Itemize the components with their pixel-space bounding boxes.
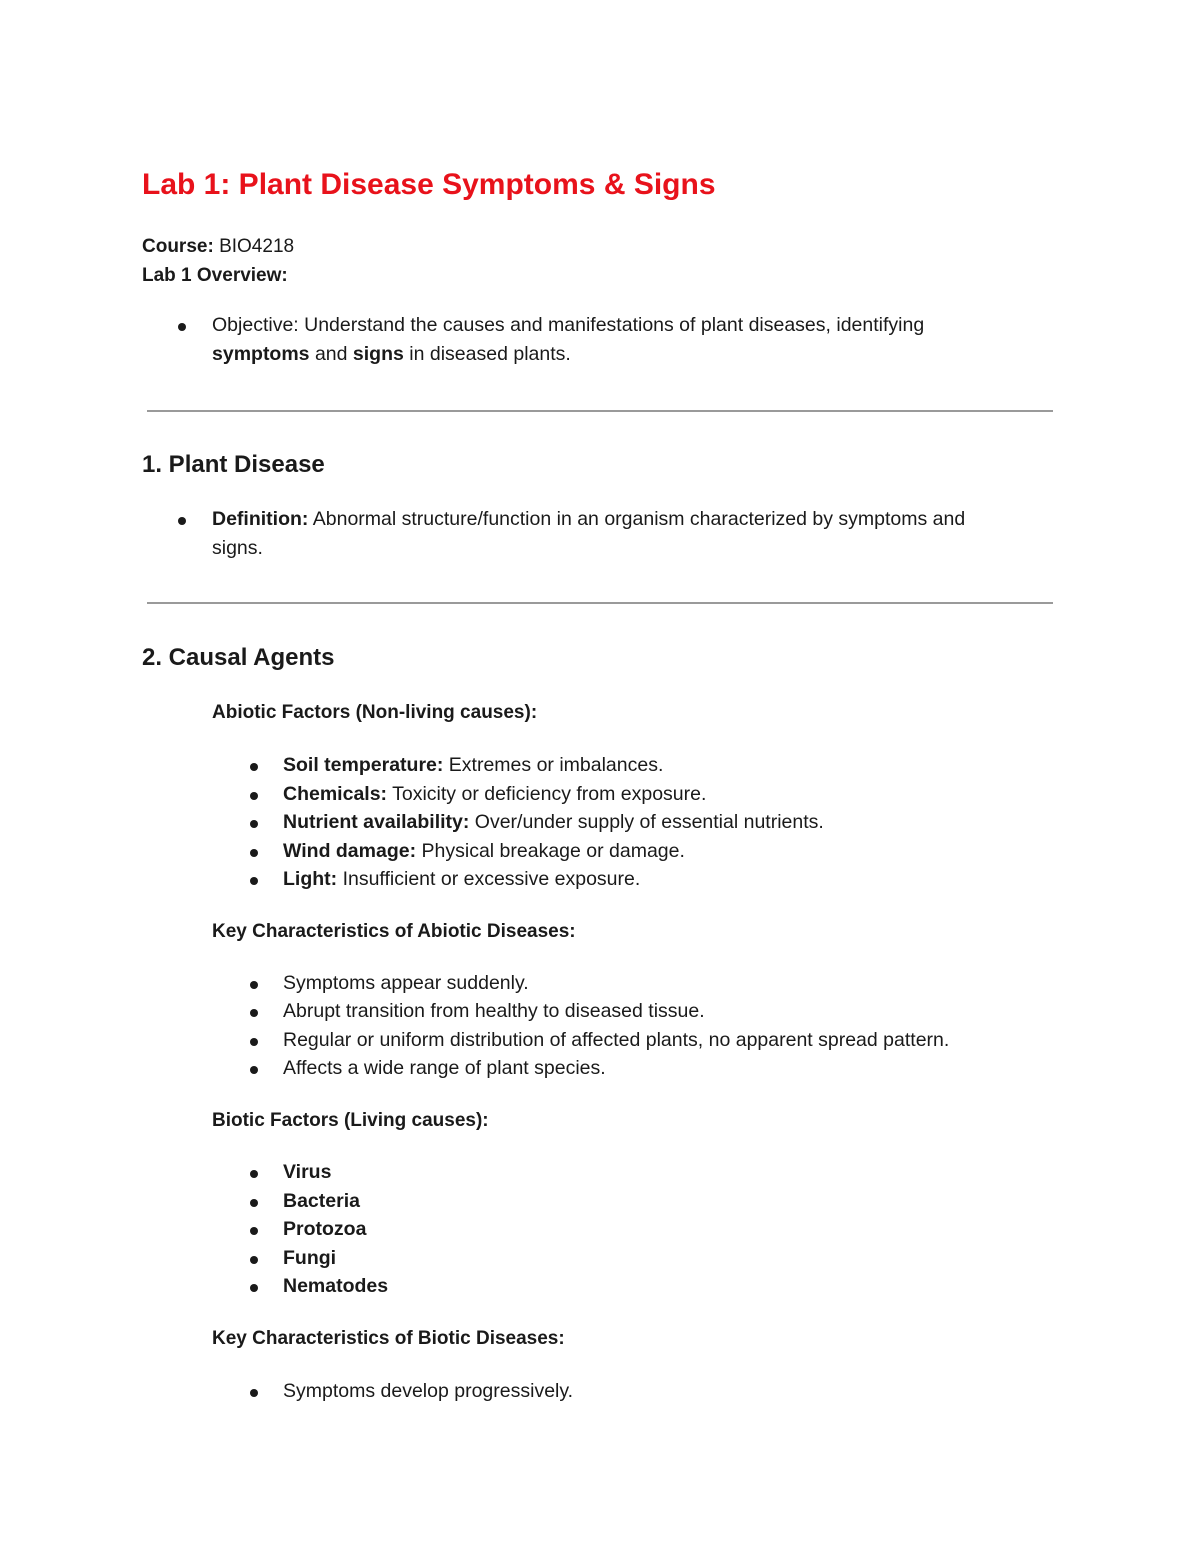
overview-label: Lab 1 Overview: — [142, 265, 288, 286]
document-title: Lab 1: Plant Disease Symptoms & Signs — [142, 168, 716, 201]
abiotic-item — [283, 783, 706, 806]
bullet-icon — [250, 1170, 258, 1178]
bullet-icon — [250, 849, 258, 857]
objective-and: and — [314, 343, 348, 365]
objective-text-line2 — [212, 343, 571, 366]
bullet-icon — [250, 1038, 258, 1046]
bullet-icon — [250, 1389, 258, 1397]
abiotic-item-text: Physical breakage or damage. — [421, 840, 685, 862]
abiotic-item-label: Soil temperature: — [283, 754, 444, 776]
section2-heading: 2. Causal Agents — [142, 644, 335, 671]
abiotic-item-label: Nutrient availability: — [283, 811, 470, 833]
course-value: BIO4218 — [219, 236, 295, 257]
biotic-item: Protozoa — [283, 1218, 367, 1240]
objective-text-line1: Objective: Understand the causes and manifestations of plant diseases, identifying — [212, 314, 925, 336]
bullet-icon — [178, 517, 186, 525]
abiotic-item-text: Over/under supply of essential nutrients. — [474, 811, 824, 833]
abiotic-item-text: Extremes or imbalances. — [448, 754, 664, 776]
bullet-icon — [250, 1256, 258, 1264]
objective-suffix: in diseased plants. — [409, 343, 571, 365]
biotic-characteristic-item: Symptoms develop progressively. — [283, 1380, 574, 1402]
abiotic-item-text: Toxicity or deficiency from exposure. — [392, 783, 707, 805]
bullet-icon — [250, 1227, 258, 1235]
biotic-item: Nematodes — [283, 1275, 389, 1297]
bullet-icon — [178, 323, 186, 331]
biotic-item: Virus — [283, 1161, 332, 1183]
bullet-icon — [250, 981, 258, 989]
biotic-characteristics-heading: Key Characteristics of Biotic Diseases: — [212, 1328, 565, 1349]
abiotic-heading: Abiotic Factors (Non-living causes): — [212, 702, 538, 723]
abiotic-characteristic-item: Regular or uniform distribution of affected plants, no apparent spread pattern. — [283, 1029, 950, 1051]
definition-line2: signs. — [212, 537, 263, 559]
biotic-item: Fungi — [283, 1247, 337, 1269]
bullet-icon — [250, 763, 258, 771]
abiotic-characteristics-heading: Key Characteristics of Abiotic Diseases: — [212, 921, 576, 942]
bullet-icon — [250, 1284, 258, 1292]
definition-line1 — [212, 508, 965, 531]
bullet-icon — [250, 1199, 258, 1207]
abiotic-characteristic-item: Symptoms appear suddenly. — [283, 972, 529, 994]
definition-text: Abnormal structure/function in an organism characterized by symptoms and — [312, 508, 966, 530]
abiotic-item — [283, 840, 685, 863]
definition-label: Definition: — [212, 508, 309, 530]
section1-heading: 1. Plant Disease — [142, 451, 325, 478]
abiotic-item — [283, 754, 663, 777]
abiotic-item-text: Insufficient or excessive exposure. — [342, 868, 641, 890]
bullet-icon — [250, 820, 258, 828]
objective-signs: signs — [352, 343, 404, 365]
abiotic-item-label: Wind damage: — [283, 840, 417, 862]
bullet-icon — [250, 1009, 258, 1017]
divider — [147, 602, 1053, 604]
divider — [147, 410, 1053, 412]
bullet-icon — [250, 877, 258, 885]
biotic-item: Bacteria — [283, 1190, 360, 1212]
abiotic-characteristic-item: Abrupt transition from healthy to diseased tissue. — [283, 1000, 705, 1022]
course-label: Course: — [142, 236, 214, 257]
abiotic-item — [283, 811, 824, 834]
objective-symptoms: symptoms — [212, 343, 310, 365]
bullet-icon — [250, 792, 258, 800]
abiotic-item-label: Light: — [283, 868, 338, 890]
course-line — [142, 233, 294, 261]
abiotic-item-label: Chemicals: — [283, 783, 388, 805]
biotic-heading: Biotic Factors (Living causes): — [212, 1110, 489, 1131]
bullet-icon — [250, 1066, 258, 1074]
abiotic-item — [283, 868, 640, 891]
abiotic-characteristic-item: Affects a wide range of plant species. — [283, 1057, 606, 1079]
